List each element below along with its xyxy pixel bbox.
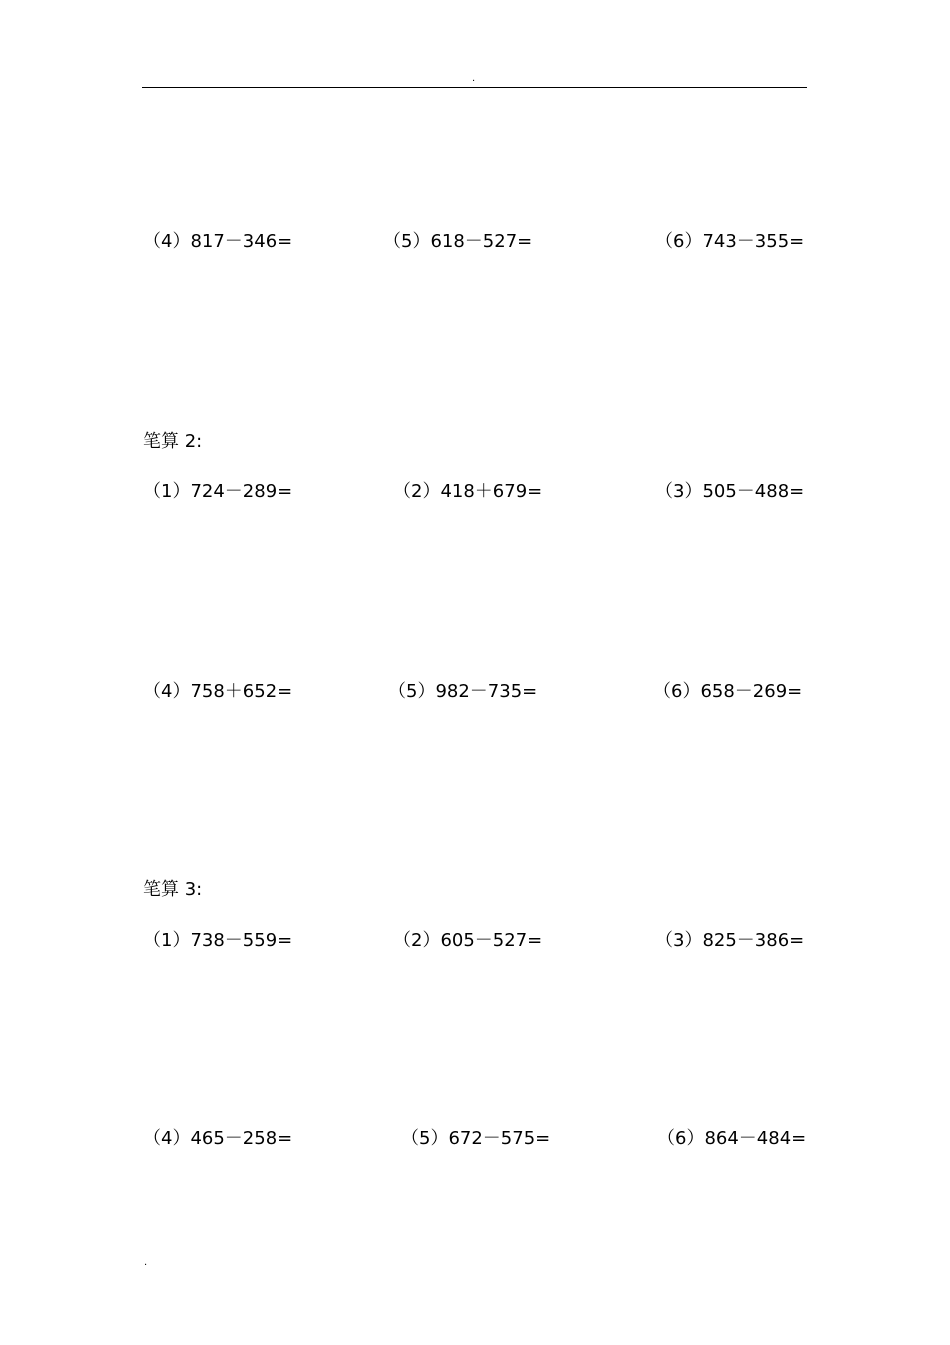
problem-item bbox=[143, 480, 292, 504]
section-title: 笔算 3: bbox=[143, 879, 203, 900]
header-rule bbox=[142, 87, 807, 88]
problem-expression: 743－355= bbox=[702, 231, 805, 252]
problem-label: （1） bbox=[143, 930, 191, 951]
problem-item bbox=[383, 230, 532, 254]
footer-mark: . bbox=[144, 1257, 148, 1268]
problem-label: （6） bbox=[655, 231, 703, 252]
problem-item bbox=[143, 230, 292, 254]
header-mark: . bbox=[472, 73, 476, 84]
problem-expression: 825－386= bbox=[702, 930, 805, 951]
problem-item bbox=[393, 929, 542, 953]
problem-item bbox=[143, 929, 292, 953]
problem-expression: 672－575= bbox=[448, 1128, 551, 1149]
problem-row bbox=[0, 680, 950, 704]
problem-item bbox=[143, 680, 292, 704]
problem-row bbox=[0, 480, 950, 504]
problem-label: （6） bbox=[657, 1128, 705, 1149]
problem-expression: 418＋679= bbox=[440, 481, 543, 502]
problem-label: （4） bbox=[143, 231, 191, 252]
problem-label: （4） bbox=[143, 681, 191, 702]
problem-label: （5） bbox=[401, 1128, 449, 1149]
problem-item bbox=[653, 680, 802, 704]
problem-expression: 618－527= bbox=[430, 231, 533, 252]
problem-expression: 758＋652= bbox=[190, 681, 293, 702]
problem-item bbox=[393, 480, 542, 504]
problem-row bbox=[0, 230, 950, 254]
problem-row bbox=[0, 1127, 950, 1151]
problem-label: （2） bbox=[393, 930, 441, 951]
problem-item bbox=[655, 480, 804, 504]
problem-row bbox=[0, 929, 950, 953]
problem-label: （5） bbox=[383, 231, 431, 252]
problem-label: （4） bbox=[143, 1128, 191, 1149]
problem-expression: 724－289= bbox=[190, 481, 293, 502]
problem-label: （6） bbox=[653, 681, 701, 702]
problem-item bbox=[655, 230, 804, 254]
problem-item bbox=[657, 1127, 806, 1151]
problem-expression: 658－269= bbox=[700, 681, 803, 702]
section-title: 笔算 2: bbox=[143, 431, 203, 452]
problem-item bbox=[401, 1127, 550, 1151]
problem-expression: 864－484= bbox=[704, 1128, 807, 1149]
problem-label: （1） bbox=[143, 481, 191, 502]
problem-label: （2） bbox=[393, 481, 441, 502]
problem-expression: 738－559= bbox=[190, 930, 293, 951]
problem-expression: 982－735= bbox=[435, 681, 538, 702]
problem-item bbox=[388, 680, 537, 704]
problem-expression: 605－527= bbox=[440, 930, 543, 951]
problem-expression: 505－488= bbox=[702, 481, 805, 502]
problem-expression: 817－346= bbox=[190, 231, 293, 252]
problem-item bbox=[655, 929, 804, 953]
problem-label: （3） bbox=[655, 481, 703, 502]
problem-expression: 465－258= bbox=[190, 1128, 293, 1149]
problem-label: （5） bbox=[388, 681, 436, 702]
problem-item bbox=[143, 1127, 292, 1151]
problem-label: （3） bbox=[655, 930, 703, 951]
